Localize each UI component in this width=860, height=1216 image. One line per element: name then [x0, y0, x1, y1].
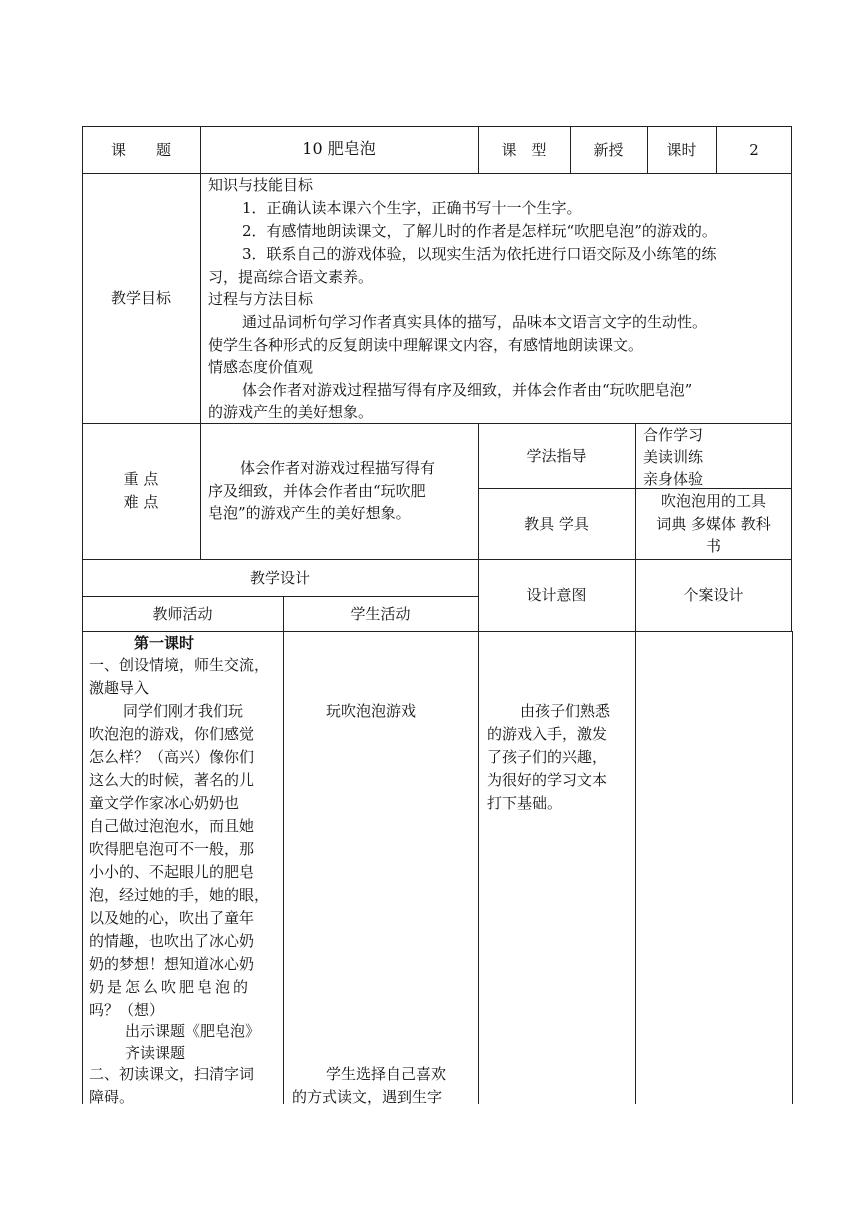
teacher-line: 出示课题《肥皂泡》: [125, 1022, 261, 1040]
teacher-line: 泡，经过她的手，她的眼，: [89, 886, 270, 904]
goal-heading: 知识与技能目标: [208, 176, 314, 194]
intent-line: 打下基础。: [487, 794, 563, 812]
key-point-line: 体会作者对游戏过程描写得有: [240, 459, 436, 477]
student-line: 的方式读文，遇到生字: [292, 1088, 443, 1106]
teacher-line: 以及她的心，吹出了童年: [89, 909, 255, 927]
teacher-line: 一、创设情境，师生交流，: [89, 656, 270, 674]
goal-heading: 过程与方法目标: [208, 290, 314, 308]
type-value: 新授: [593, 141, 624, 159]
tools-label: 教具 学具: [524, 515, 589, 533]
goal-line: 3．联系自己的游戏体验，以现实生活为依托进行口语交际及小练笔的练: [242, 245, 717, 263]
teacher-column-header: 教师活动: [152, 605, 213, 623]
method-label: 学法指导: [526, 447, 587, 465]
hours-label: 课时: [666, 141, 697, 159]
teacher-line: 吹得肥皂泡可不一般，那: [89, 840, 255, 858]
teacher-line: 奶是怎么吹肥皂泡的: [89, 978, 252, 996]
type-label: 课 型: [501, 141, 547, 159]
teacher-line: 的情趣，也吹出了冰心奶: [89, 932, 255, 950]
goal-line: 通过品词析句学习作者真实具体的描写，品味本文语言文字的生动性。: [242, 313, 708, 331]
goal-heading: 情感态度价值观: [208, 358, 314, 376]
intent-line: 为很好的学习文本: [487, 771, 608, 789]
teacher-line: 吗？（想）: [89, 1001, 165, 1019]
intent-line: 由孩子们熟悉: [520, 702, 611, 720]
tools-item: 吹泡泡用的工具: [660, 492, 766, 510]
intent-column-header: 设计意图: [526, 586, 587, 604]
teacher-line: 激趣导入: [89, 679, 150, 697]
teacher-line: 奶的梦想！想知道冰心奶: [89, 955, 255, 973]
tools-item: 书: [705, 537, 721, 555]
teacher-line: 吹泡泡的游戏，你们感觉: [89, 725, 255, 743]
teacher-line: 自己做过泡泡水，而且她: [89, 817, 255, 835]
teacher-line: 二、初读课文，扫清字词: [89, 1065, 255, 1083]
intent-line: 了孩子们的兴趣，: [487, 748, 608, 766]
tools-item: 词典 多媒体 教科: [656, 515, 771, 533]
goal-line: 1．正确认读本课六个生字，正确书写十一个生字。: [242, 199, 582, 217]
goals-label: 教学目标: [110, 289, 171, 307]
lesson-heading: 第一课时: [134, 634, 195, 652]
case-column-header: 个案设计: [683, 586, 744, 604]
design-heading: 教学设计: [249, 569, 310, 587]
teacher-line: 齐读课题: [125, 1044, 186, 1062]
intent-line: 的游戏入手，激发: [487, 725, 608, 743]
teacher-line: 同学们刚才我们玩: [123, 702, 244, 720]
method-item: 亲身体验: [643, 470, 704, 488]
subject-label: 课 题: [110, 141, 171, 159]
key-point-line: 序及细致，并体会作者由“玩吹肥: [208, 482, 426, 500]
method-item: 合作学习: [643, 426, 704, 444]
difficulty-label: 难 点: [123, 493, 159, 511]
goal-line: 2．有感情地朗读课文，了解儿时的作者是怎样玩“吹肥皂泡”的游戏的。: [242, 222, 717, 240]
goal-line: 的游戏产生的美好想象。: [208, 403, 374, 421]
hours-value: 2: [749, 141, 759, 159]
goal-line: 体会作者对游戏过程描写得有序及细致，并体会作者由“玩吹肥皂泡”: [242, 381, 693, 399]
student-activity: 玩吹泡泡游戏: [326, 702, 417, 720]
lesson-title: 10 肥皂泡: [302, 139, 376, 158]
teacher-line: 小小的、不起眼儿的肥皂: [89, 863, 255, 881]
goal-line: 习，提高综合语文素养。: [208, 268, 374, 286]
student-line: 学生选择自己喜欢: [326, 1065, 447, 1083]
student-column-header: 学生活动: [350, 605, 411, 623]
teacher-line: 障碍。: [89, 1088, 135, 1106]
key-point-line: 皂泡”的游戏产生的美好想象。: [208, 504, 411, 522]
teacher-line: 这么大的时候，著名的儿: [89, 771, 255, 789]
teacher-line: 怎么样？（高兴）像你们: [89, 748, 255, 766]
method-item: 美读训练: [643, 448, 704, 466]
key-point-label: 重 点: [123, 470, 159, 488]
teacher-line: 童文学作家冰心奶奶也: [89, 794, 240, 812]
goal-line: 使学生各种形式的反复朗读中理解课文内容，有感情地朗读课文。: [208, 336, 644, 354]
